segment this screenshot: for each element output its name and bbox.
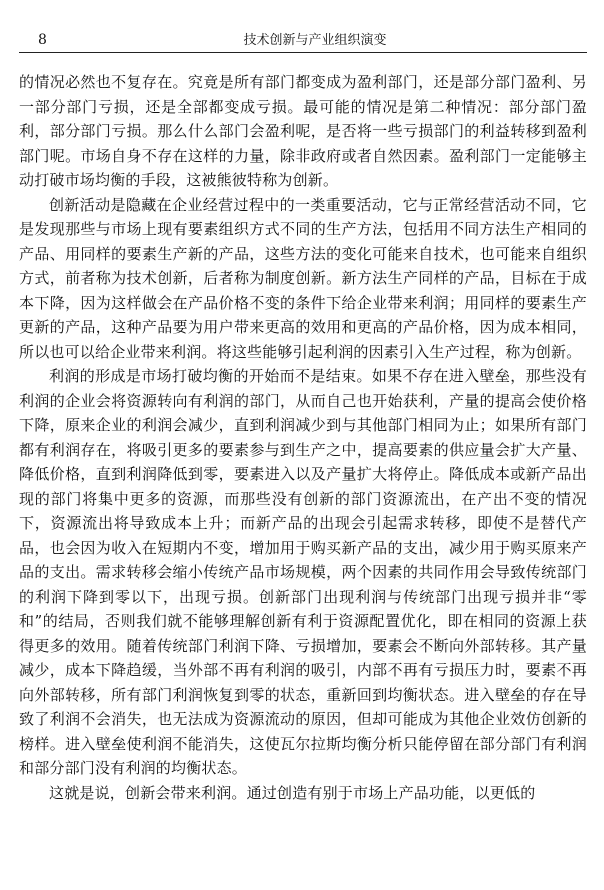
- paragraph-conclusion-start: 这就是说，创新会带来利润。通过创造有别于市场上产品功能，以更低的: [49, 783, 536, 802]
- running-title: 技术创新与产业组织演变: [243, 33, 387, 48]
- paragraph-innovation-activity: 创新活动是隐藏在企业经营过程中的一类重要活动，它与正常经营活动不同，它是发现那些与市场上现有要素组织方式不同的生产方法，包括用不同方法生产相同的产品、用同样的要素生产新的产品，这些方法的变化可能来自技术，也可能来自组织方式，前者称为技术创新，后者称为制度创新。新方法生产同样的产品，目标在于成本下降，因为这样做会在产品价格不变的条件下给企业带来利润；用同样的要素生产更新的产品，这种产品要为用户带来更高的效用和更高的产品价格，因为成本相同，所以也可以给企业带来利润。将这些能够引起利润的因素引入生产过程，称为创新。: [19, 195, 587, 361]
- paragraph-continued: 的情况必然也不复存在。究竟是所有部门都变成为盈利部门，还是部分部门盈利、另一部分部门亏损，还是全部都变成亏损。最可能的情况是第二种情况：部分部门盈利，部分部门亏损。那么什么部门会盈利呢，是否将一些亏损部门的利益转移到盈利部门呢。市场自身不存在这样的力量，除非政府或者自然因素。盈利部门一定能够主动打破市场均衡的手段，这被熊彼特称为创新。: [19, 73, 587, 189]
- page-header: [19, 30, 587, 53]
- page-number: 8: [38, 32, 47, 48]
- paragraph-profit-formation: 利润的形成是市场打破均衡的开始而不是结束。如果不存在进入壁垒，那些没有利润的企业会将资源转向有利润的部门，从而自己也开始获利，产量的提高会使价格下降，原来企业的利润会减少，直到利润减少到与其他部门相同为止；如果所有部门都有利润存在，将吸引更多的要素参与到生产之中，提高要素的供应量会扩大产量、降低价格，直到利润降低到零，要素进入以及产量扩大将停止。降低成本或新产品出现的部门将集中更多的资源，而那些没有创新的部门资源流出，在产出不变的情况下，资源流出将导致成本上升；而新产品的出现会引起需求转移，即使不是替代产品，也会因为收入在短期内不变，增加用于购买新产品的支出，减少用于购买原来产品的支出。需求转移会缩小传统产品市场规模，两个因素的共同作用会导致传统部门的利润下降到零以下，出现亏损。创新部门出现利润与传统部门出现亏损并非“零和”的结局，否则我们就不能够理解创新有利于资源配置优化，即在相同的资源上获得更多的效用。随着传统部门利润下降、亏损增加，要素会不断向外部转移。其产量减少，成本下降趋缓，当外部不再有利润的吸引，内部不再有亏损压力时，要素不再向外部转移，所有部门利润恢复到零的状态，重新回到均衡状态。进入壁垒的存在导致了利润不会消失，也无法成为资源流动的原因，但却可能成为其他企业效仿创新的榜样。进入壁垒使利润不能消失，这使瓦尔拉斯均衡分析只能停留在部分部门有利润和部分部门没有利润的均衡状态。: [19, 367, 587, 777]
- body-text: [19, 70, 587, 805]
